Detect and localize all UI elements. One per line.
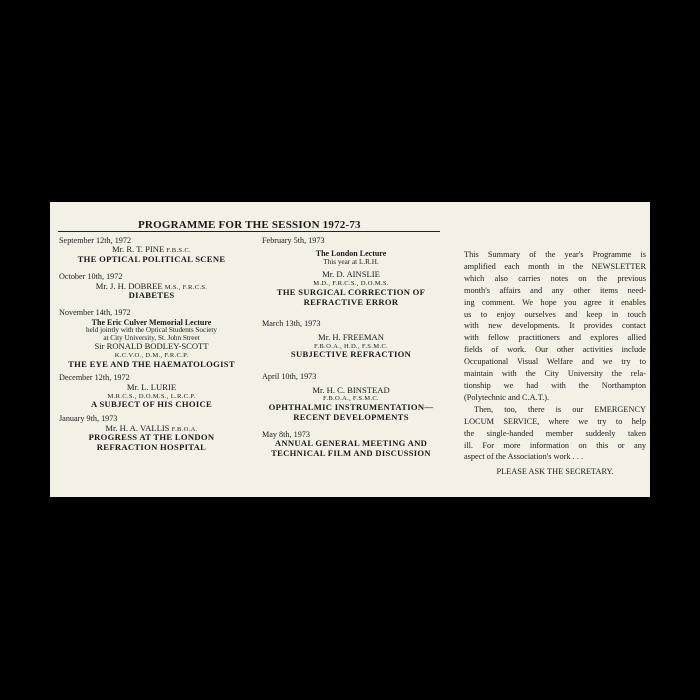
event-topic: ANNUAL GENERAL MEETING AND [274, 438, 428, 449]
event-date: January 9th, 1973 [59, 414, 118, 424]
summary-text-line: tionship we had with the Northampton [464, 380, 646, 390]
summary-text-line: with fellow practitioners and explores allied [464, 333, 646, 343]
event-topic: PROGRESS AT THE LONDON [88, 432, 215, 443]
event-topic: REFRACTION HOSPITAL [96, 442, 207, 453]
speaker-credentials: F.B.O.A. [171, 425, 198, 433]
locum-text-line: Then, too, there is our EMERGENCY [474, 404, 646, 414]
speaker-name: Mr. H. C. BINSTEAD [312, 384, 390, 395]
speaker-credentials: M.S., F.R.C.S. [164, 283, 208, 291]
left-column [59, 236, 244, 453]
speaker-name: Mr. H. FREEMAN [318, 331, 384, 342]
lecture-title: The Eric Culver Memorial Lecture [91, 317, 212, 327]
event-topic: THE OPTICAL POLITICAL SCENE [77, 254, 226, 265]
event-date: November 14th, 1972 [59, 308, 131, 318]
locum-text-line: aspect of the Association's work . . . [464, 452, 584, 462]
speaker-credentials: M.R.C.S., D.O.M.S., L.R.C.P. [107, 392, 196, 400]
heading-rule [58, 231, 440, 232]
right-column [464, 249, 646, 478]
lecture-note: This year at L.R.H. [323, 257, 379, 266]
event-topic: RECENT DEVELOPMENTS [293, 411, 409, 422]
middle-column [262, 236, 440, 459]
speaker-name: Mr. J. H. DOBREE [95, 280, 163, 291]
event-date: October 10th, 1972 [59, 272, 123, 282]
event-topic: OPHTHALMIC INSTRUMENTATION— [268, 402, 434, 412]
event-topic: REFRACTIVE ERROR [303, 296, 399, 307]
summary-text-line: us to enjoy ourselves and keep in touch [464, 309, 646, 319]
event-topic: A SUBJECT OF HIS CHOICE [90, 399, 213, 410]
summary-text-line: maintain with the City University the rela- [464, 369, 646, 379]
speaker-name: Mr. D. AINSLIE [322, 269, 380, 280]
summary-text-line: with new developments. It provides contact [464, 321, 646, 331]
lecture-note: at City University, St. John Street [103, 333, 200, 342]
event-topic: SUBJECTIVE REFRACTION [290, 349, 412, 360]
summary-text-line: amplified each month in the NEWSLETTER [464, 261, 646, 271]
programme-card [50, 202, 650, 497]
summary-text-line: (Polytechnic and C.A.T.). [464, 392, 550, 402]
closing-line: PLEASE ASK THE SECRETARY. [496, 467, 614, 477]
event-topic: TECHNICAL FILM AND DISCUSSION [271, 448, 431, 459]
event-date: December 12th, 1972 [59, 373, 130, 383]
summary-text-line: month's affairs and any other items need- [464, 285, 646, 295]
event-topic: DIABETES [128, 290, 175, 301]
summary-text-line: Occupational Visual Welfare and we try to [464, 357, 646, 367]
event-topic: THE EYE AND THE HAEMATOLOGIST [68, 358, 235, 369]
lecture-note: held jointly with the Optical Students Society [86, 325, 217, 334]
locum-text-line: ill. For more information on this or any [464, 440, 646, 450]
event-date: March 13th, 1973 [262, 319, 321, 329]
locum-text-line: the single-handed member suddenly taken [464, 428, 646, 438]
speaker-name: Mr. L. LURIE [126, 381, 177, 392]
event-date: May 8th, 1973 [262, 429, 310, 439]
summary-text-line: which also carries notes on the previous [464, 273, 646, 283]
speaker-credentials: K.C.V.O., D.M., F.R.C.P. [114, 351, 189, 359]
speaker-name: Mr. H. A. VALLIS [105, 422, 170, 433]
event-date: September 12th, 1972 [59, 236, 132, 245]
event-date: April 10th, 1973 [262, 372, 317, 382]
lecture-title: The London Lecture [315, 249, 387, 259]
locum-text-line: LOCUM SERVICE, where we try to help [464, 416, 646, 426]
speaker-credentials: F.B.O.A., F.S.M.C. [322, 395, 379, 403]
summary-text-line: fields of work. Our other activities include [464, 345, 646, 355]
speaker-credentials: F.B.S.C. [166, 247, 191, 255]
summary-text-line: ing comment. We hope you agree it enables [464, 297, 646, 307]
event-date: February 5th, 1973 [262, 236, 325, 245]
speaker-name: Sir RONALD BODLEY-SCOTT [94, 341, 209, 352]
page-title: PROGRAMME FOR THE SESSION 1972-73 [138, 219, 361, 231]
event-topic: THE SURGICAL CORRECTION OF [276, 286, 426, 297]
speaker-name: Mr. R. T. PINE [112, 244, 165, 255]
speaker-credentials: M.D., F.R.C.S., D.O.M.S. [313, 280, 389, 288]
speaker-credentials: F.B.O.A., H.D., F.S.M.C. [314, 342, 388, 350]
summary-text-line: This Summary of the year's Programme is [464, 250, 646, 259]
